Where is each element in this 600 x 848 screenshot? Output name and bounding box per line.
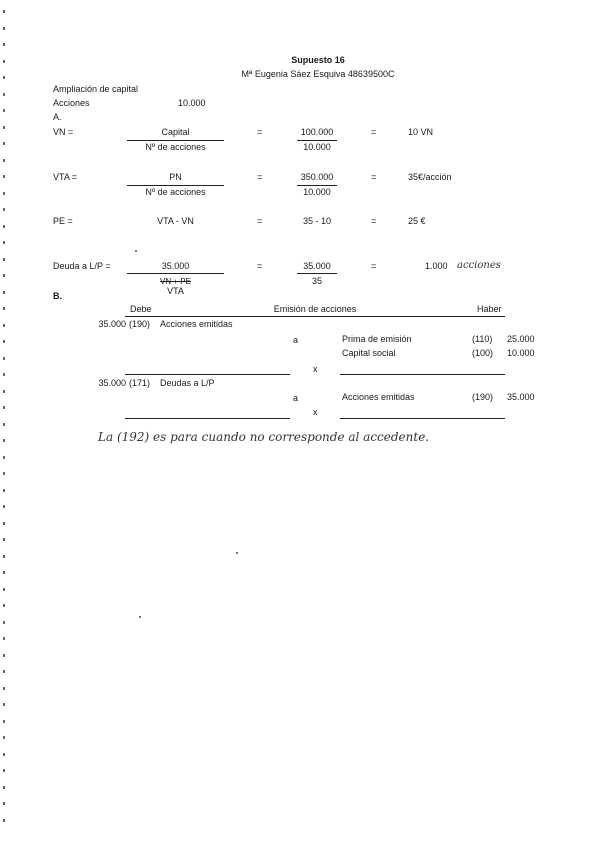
margin-mark — [3, 505, 5, 508]
scan-speck — [139, 616, 141, 618]
section-b-label: B. — [53, 291, 62, 301]
vn-result: 10 VN — [408, 127, 434, 137]
margin-mark — [3, 27, 5, 30]
author-line: Mª Eugenia Sáez Esquiva 48639500C — [241, 69, 395, 79]
margin-mark — [3, 340, 5, 343]
equals-sign: = — [371, 261, 377, 271]
fraction-bar — [127, 185, 224, 186]
entry2-credit-account: Acciones emitidas — [342, 392, 415, 402]
margin-mark — [3, 373, 5, 376]
margin-mark — [3, 555, 5, 558]
equals-sign: = — [371, 127, 377, 137]
margin-mark — [3, 604, 5, 607]
vn-num-value: 100.000 — [300, 127, 334, 137]
entry2-debit-amount: 35.000 — [98, 378, 126, 388]
section-a-label: A. — [53, 112, 62, 122]
deuda-result: 1.000 — [425, 261, 448, 271]
margin-mark — [3, 769, 5, 772]
margin-mark — [3, 571, 5, 574]
handwritten-note: La (192) es para cuando no corresponde al accedente. — [98, 430, 430, 444]
margin-mark — [3, 10, 5, 13]
entry2-debit-account: Deudas a L/P — [160, 378, 215, 388]
entry2-separator-right — [340, 418, 505, 419]
margin-mark — [3, 588, 5, 591]
margin-mark — [3, 670, 5, 673]
margin-mark — [3, 621, 5, 624]
margin-mark — [3, 357, 5, 360]
pe-result: 25 € — [408, 216, 426, 226]
acciones-value: 10.000 — [178, 98, 206, 108]
margin-mark — [3, 489, 5, 492]
margin-mark — [3, 258, 5, 261]
margin-mark — [3, 93, 5, 96]
margin-mark — [3, 472, 5, 475]
margin-mark — [3, 192, 5, 195]
deuda-result-handwritten: acciones — [457, 260, 501, 271]
vn-numerator: Capital — [161, 127, 190, 137]
margin-mark — [3, 390, 5, 393]
fraction-bar — [297, 185, 337, 186]
journal-title: Emisión de acciones — [273, 304, 357, 314]
margin-mark — [3, 324, 5, 327]
entry2-credit-code: (190) — [472, 392, 494, 402]
margin-mark — [3, 406, 5, 409]
journal-debe: Debe — [130, 304, 152, 314]
vta-den-value: 10.000 — [303, 187, 331, 197]
margin-mark — [3, 423, 5, 426]
deuda-num-value: 35.000 — [303, 261, 331, 271]
vn-den-value: 10.000 — [303, 142, 331, 152]
margin-mark — [3, 637, 5, 640]
vta-result: 35€/acción — [408, 172, 452, 182]
scan-speck — [236, 552, 238, 554]
margin-mark — [3, 175, 5, 178]
pe-expression: VTA - VN — [157, 216, 194, 226]
entry2-debit-code: (171) — [129, 378, 151, 388]
margin-mark — [3, 241, 5, 244]
margin-mark — [3, 654, 5, 657]
deuda-denominator: VTA — [167, 286, 184, 296]
acciones-label: Acciones — [53, 98, 90, 108]
margin-mark — [3, 126, 5, 129]
pe-calculation: 35 - 10 — [302, 216, 332, 226]
margin-mark — [3, 819, 5, 822]
entry1-credit1-amount: 25.000 — [507, 334, 535, 344]
entry1-debit-amount: 35.000 — [98, 319, 126, 329]
entry2-x: x — [313, 407, 318, 417]
entry1-a: a — [293, 335, 299, 345]
vta-numerator: PN — [169, 172, 182, 182]
margin-mark — [3, 736, 5, 739]
margin-mark — [3, 291, 5, 294]
fraction-bar — [297, 140, 337, 141]
entry1-credit2-amount: 10.000 — [507, 348, 535, 358]
page-title: Supuesto 16 — [291, 55, 345, 65]
equals-sign: = — [371, 172, 377, 182]
margin-mark — [3, 687, 5, 690]
vn-denominator: Nº de acciones — [145, 142, 206, 152]
margin-mark — [3, 703, 5, 706]
margin-mark — [3, 109, 5, 112]
margin-mark — [3, 802, 5, 805]
margin-mark — [3, 142, 5, 145]
entry1-debit-code: (190) — [129, 319, 151, 329]
entry1-separator-right — [340, 374, 505, 375]
fraction-bar — [127, 273, 224, 274]
vta-num-value: 350.000 — [300, 172, 334, 182]
margin-mark — [3, 307, 5, 310]
margin-mark — [3, 60, 5, 63]
journal-header-line — [125, 316, 505, 317]
equals-sign: = — [257, 127, 263, 137]
margin-mark — [3, 456, 5, 459]
pe-label: PE = — [53, 216, 73, 226]
margin-mark — [3, 753, 5, 756]
vta-label: VTA = — [53, 172, 78, 182]
section-heading: Ampliación de capital — [53, 84, 139, 94]
margin-mark — [3, 439, 5, 442]
vta-denominator: Nº de acciones — [145, 187, 206, 197]
entry1-credit1-account: Prima de emisión — [342, 334, 412, 344]
equals-sign: = — [257, 261, 263, 271]
fraction-bar — [127, 140, 224, 141]
entry1-credit2-code: (100) — [472, 348, 494, 358]
entry1-debit-account: Acciones emitidas — [160, 319, 233, 329]
entry1-credit2-account: Capital social — [342, 348, 396, 358]
margin-mark — [3, 522, 5, 525]
margin-mark — [3, 159, 5, 162]
equals-sign: = — [257, 216, 263, 226]
margin-mark — [3, 76, 5, 79]
deuda-label: Deuda a L/P = — [53, 261, 111, 271]
margin-mark — [3, 43, 5, 46]
scan-speck — [135, 250, 137, 252]
margin-mark — [3, 225, 5, 228]
entry2-separator-left — [125, 418, 290, 419]
entry1-x: x — [313, 364, 318, 374]
entry1-separator-left — [125, 374, 290, 375]
equals-sign: = — [257, 172, 263, 182]
deuda-den-value: 35 — [311, 276, 322, 286]
equals-sign: = — [371, 216, 377, 226]
deuda-numerator: 35.000 — [161, 261, 190, 271]
entry1-credit1-code: (110) — [472, 334, 493, 344]
entry2-credit-amount: 35.000 — [507, 392, 535, 402]
deuda-denominator-struck: VN + PE — [160, 277, 191, 286]
fraction-bar — [297, 273, 337, 274]
margin-mark — [3, 538, 5, 541]
margin-mark — [3, 786, 5, 789]
entry2-a: a — [293, 393, 299, 403]
journal-haber: Haber — [477, 304, 502, 314]
margin-mark — [3, 720, 5, 723]
margin-mark — [3, 274, 5, 277]
vn-label: VN = — [53, 127, 74, 137]
margin-mark — [3, 208, 5, 211]
